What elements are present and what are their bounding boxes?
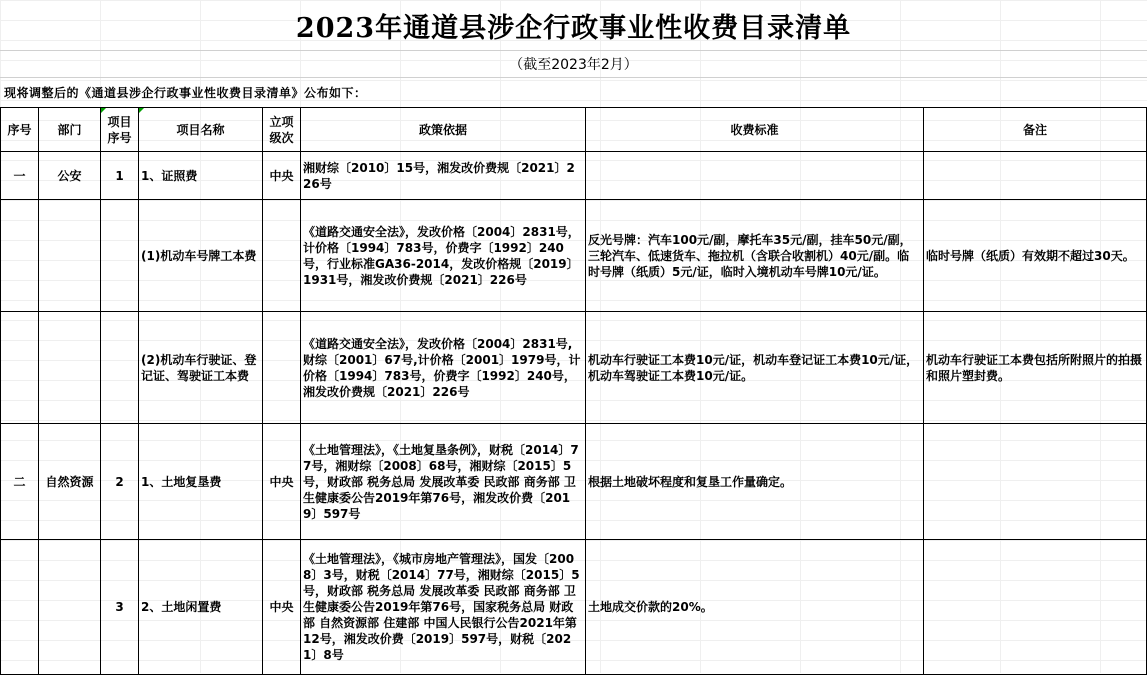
header-seq[interactable]: 序号 bbox=[1, 108, 39, 152]
cell-standard[interactable] bbox=[586, 152, 924, 200]
cell-basis[interactable]: 《道路交通安全法》，发改价格〔2004〕2831号,财综〔2001〕67号,计价格〔2001〕1979号，计价格〔1994〕783号，价费字〔1992〕240号，湘发改价费规〔2021〕226号 bbox=[301, 312, 586, 424]
cell-dept[interactable]: 自然资源 bbox=[39, 424, 101, 540]
cell-level[interactable] bbox=[263, 312, 301, 424]
cell-seq[interactable] bbox=[1, 540, 39, 675]
table-row bbox=[1, 152, 1147, 200]
cell-basis[interactable]: 湘财综〔2010〕15号，湘发改价费规〔2021〕226号 bbox=[301, 152, 586, 200]
cell-level[interactable]: 中央 bbox=[263, 152, 301, 200]
cell-item-seq[interactable] bbox=[101, 200, 139, 312]
cell-standard[interactable]: 土地成交价款的20%。 bbox=[586, 540, 924, 675]
cell-note[interactable]: 临时号牌（纸质）有效期不超过30天。 bbox=[924, 200, 1147, 312]
header-item-seq[interactable]: 项目序号 bbox=[101, 108, 139, 152]
cell-standard[interactable]: 机动车行驶证工本费10元/证，机动车登记证工本费10元/证，机动车驾驶证工本费10元/证。 bbox=[586, 312, 924, 424]
cell-seq[interactable]: 一 bbox=[1, 152, 39, 200]
cell-item-seq[interactable]: 1 bbox=[101, 152, 139, 200]
cell-note[interactable] bbox=[924, 540, 1147, 675]
cell-item-seq[interactable] bbox=[101, 312, 139, 424]
header-level[interactable]: 立项级次 bbox=[263, 108, 301, 152]
cell-item-name[interactable]: 2、土地闲置费 bbox=[139, 540, 263, 675]
cell-standard[interactable]: 根据土地破坏程度和复垦工作量确定。 bbox=[586, 424, 924, 540]
cell-basis[interactable]: 《道路交通安全法》，发改价格〔2004〕2831号，计价格〔1994〕783号，价费字〔1992〕240号，行业标准GA36-2014，发改价格规〔2019〕1931号，湘发改价费规〔2021〕226号 bbox=[301, 200, 586, 312]
cell-standard[interactable]: 反光号牌：汽车100元/副，摩托车35元/副，挂车50元/副，三轮汽车、低速货车、拖拉机（含联合收割机）40元/副。临时号牌（纸质）5元/证，临时入境机动车号牌10元/证。 bbox=[586, 200, 924, 312]
table-header-row bbox=[1, 108, 1147, 152]
cell-level[interactable] bbox=[263, 200, 301, 312]
cell-level[interactable]: 中央 bbox=[263, 540, 301, 675]
cell-item-seq[interactable]: 2 bbox=[101, 424, 139, 540]
cell-item-name[interactable]: 1、证照费 bbox=[139, 152, 263, 200]
table-row bbox=[1, 540, 1147, 675]
header-item-name[interactable]: 项目名称 bbox=[139, 108, 263, 152]
cell-item-name[interactable]: 1、土地复垦费 bbox=[139, 424, 263, 540]
cell-dept[interactable] bbox=[39, 540, 101, 675]
cell-item-name[interactable]: (1)机动车号牌工本费 bbox=[139, 200, 263, 312]
fee-list-table bbox=[0, 107, 1147, 675]
header-dept[interactable]: 部门 bbox=[39, 108, 101, 152]
cell-note[interactable] bbox=[924, 424, 1147, 540]
header-basis[interactable]: 政策依据 bbox=[301, 108, 586, 152]
header-standard[interactable]: 收费标准 bbox=[586, 108, 924, 152]
cell-item-seq[interactable]: 3 bbox=[101, 540, 139, 675]
table-row bbox=[1, 424, 1147, 540]
table-row bbox=[1, 312, 1147, 424]
cell-basis[interactable]: 《土地管理法》，《城市房地产管理法》，国发〔2008〕3号，财税〔2014〕77号，湘财综〔2015〕5号，财政部 税务总局 发展改革委 民政部 商务部 卫生健康委公告2019年第76号，国家税务总局 财政部 自然资源部 住建部 中国人民银行公告2021年第12号，湘发改价费〔2019〕597号，财税〔2021〕8号 bbox=[301, 540, 586, 675]
cell-basis[interactable]: 《土地管理法》，《土地复垦条例》，财税〔2014〕77号，湘财综〔2008〕68号，湘财综〔2015〕5号，财政部 税务总局 发展改革委 民政部 商务部 卫生健康委公告2019年第76号，湘发改价费〔2019〕597号 bbox=[301, 424, 586, 540]
cell-seq[interactable] bbox=[1, 200, 39, 312]
cell-dept[interactable] bbox=[39, 200, 101, 312]
cell-seq[interactable]: 二 bbox=[1, 424, 39, 540]
page-subtitle: （截至2023年2月） bbox=[0, 50, 1147, 78]
cell-comment-marker-icon bbox=[101, 108, 106, 113]
table-row bbox=[1, 200, 1147, 312]
header-note[interactable]: 备注 bbox=[924, 108, 1147, 152]
page-title: 2023年通道县涉企行政事业性收费目录清单 bbox=[0, 0, 1147, 51]
cell-note[interactable]: 机动车行驶证工本费包括所附照片的拍摄和照片塑封费。 bbox=[924, 312, 1147, 424]
cell-dept[interactable]: 公安 bbox=[39, 152, 101, 200]
cell-item-name[interactable]: (2)机动车行驶证、登记证、驾驶证工本费 bbox=[139, 312, 263, 424]
intro-text: 现将调整后的《通道县涉企行政事业性收费目录清单》公布如下： bbox=[4, 85, 367, 100]
cell-dept[interactable] bbox=[39, 312, 101, 424]
cell-level[interactable]: 中央 bbox=[263, 424, 301, 540]
cell-comment-marker-icon bbox=[139, 108, 144, 113]
cell-seq[interactable] bbox=[1, 312, 39, 424]
cell-note[interactable] bbox=[924, 152, 1147, 200]
